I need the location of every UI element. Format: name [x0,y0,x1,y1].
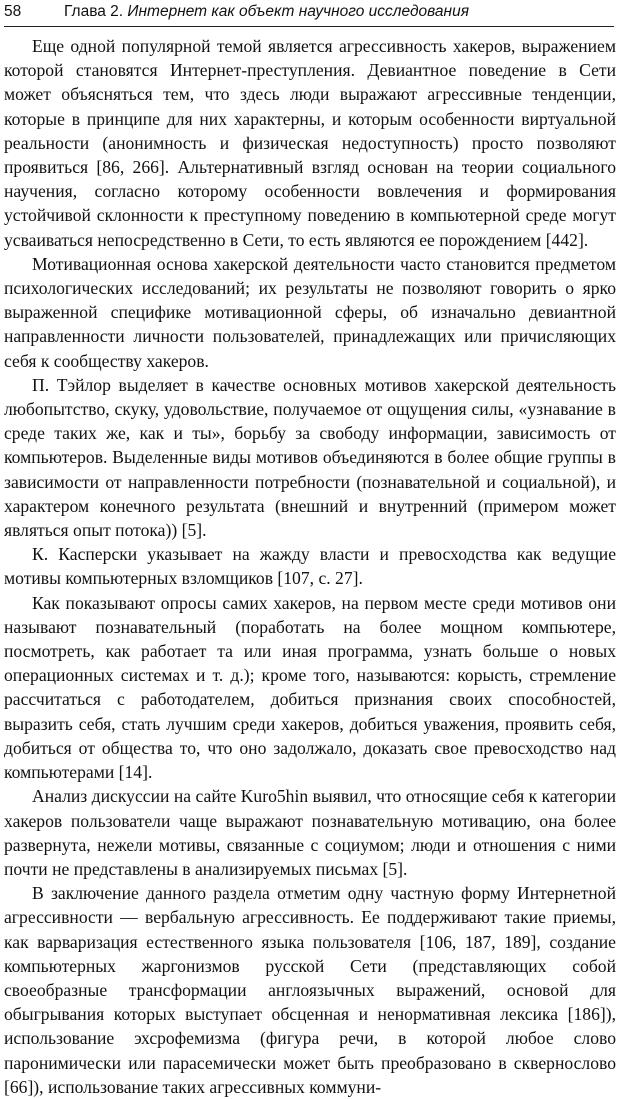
body-text [4,34,616,1099]
chapter-label: Глава 2. [64,3,124,20]
paragraph: Еще одной популярной темой является агрессивность хакеров, выражением которой становятся Интернет-преступления. Девиантное поведение в Сети может объясняться тем, что здесь люди выражают агрессивные тенденции, которые в принципе для них характерны, и которым особенности виртуальной реальности (анонимность и физическая недоступность) просто позволяют проявиться [86, 266]. Альтернативный взгляд основан на теории социального научения, согласно которому особенности вовлечения и формирования устойчивой склонности к преступному поведению в компьютерной среде могут усваиваться непосредственно в Сети, то есть являются ее порождением [442]. [4,36,616,250]
paragraph: Анализ дискуссии на сайте Kuro5hin выявил, что относящие себя к категории хакеров пользователи чаще выражают познавательную мотивацию, она более развернута, нежели мотивы, связанные с социумом; люди и отношения с ними почти не представлены в анализируемых письмах [5]. [4,786,616,879]
paragraph: П. Тэйлор выделяет в качестве основных мотивов хакерской деятельность любопытство, скуку, удовольствие, получаемое от ощущения силы, «узнавание в среде таких же, как и ты», борьбу за свободу информации, зависимость от компьютеров. Выделенные виды мотивов объединяются в более общие группы в зависимости от направленности потребности (познавательной и социальной), и характером конечного результата (внешний и внутренний (примером может являться опыт потока)) [5]. [4,374,616,541]
chapter-title [64,0,469,24]
paragraph: В заключение данного раздела отметим одну частную форму Интернетной агрессивности — вербальную агрессивность. Ее поддерживают такие приемы, как варваризация естественного языка пользователя [106, 187, 189], создание компьютерных жаргонизмов русской Сети (представляющих собой своеобразные трансформации англоязычных выражений, основой для обыгрывания которых выступает обсценная и ненормативная лексика [186]), использование эхсрофемизма (фигура речи, в которой любое слово паронимически или парасемически может быть преобразовано в сквернослово [66]), использование таких агрессивных коммуни- [4,883,616,1097]
page-number: 58 [4,3,22,20]
chapter-name: Интернет как объект научного исследования [127,3,469,20]
paragraph: Как показывают опросы самих хакеров, на первом месте среди мотивов они называют познавательный (поработать на более мощном компьютере, посмотреть, как работает та или иная программа, узнать больше о новых операционных системах и т. д.); кроме того, называются: корысть, стремление рассчитаться с работодателем, добиться признания своих способностей, выразить себя, стать лучшим среди хакеров, добиться уважения, проявить себя, добиться от общества то, что оно задолжало, доказать свое превосходство над компьютерами [14]. [4,592,616,783]
running-head [4,0,614,27]
paragraph: Мотивационная основа хакерской деятельности часто становится предметом психологических исследований; их результаты не позволяют говорить о ярко выраженной специфике мотивационной сферы, об изначально девиантной направленности личности пользователей, принадлежащих или причисляющих себя к сообществу хакеров. [4,253,616,371]
paragraph: К. Касперски указывает на жажду власти и превосходства как ведущие мотивы компьютерных взломщиков [107, с. 27]. [4,544,616,589]
